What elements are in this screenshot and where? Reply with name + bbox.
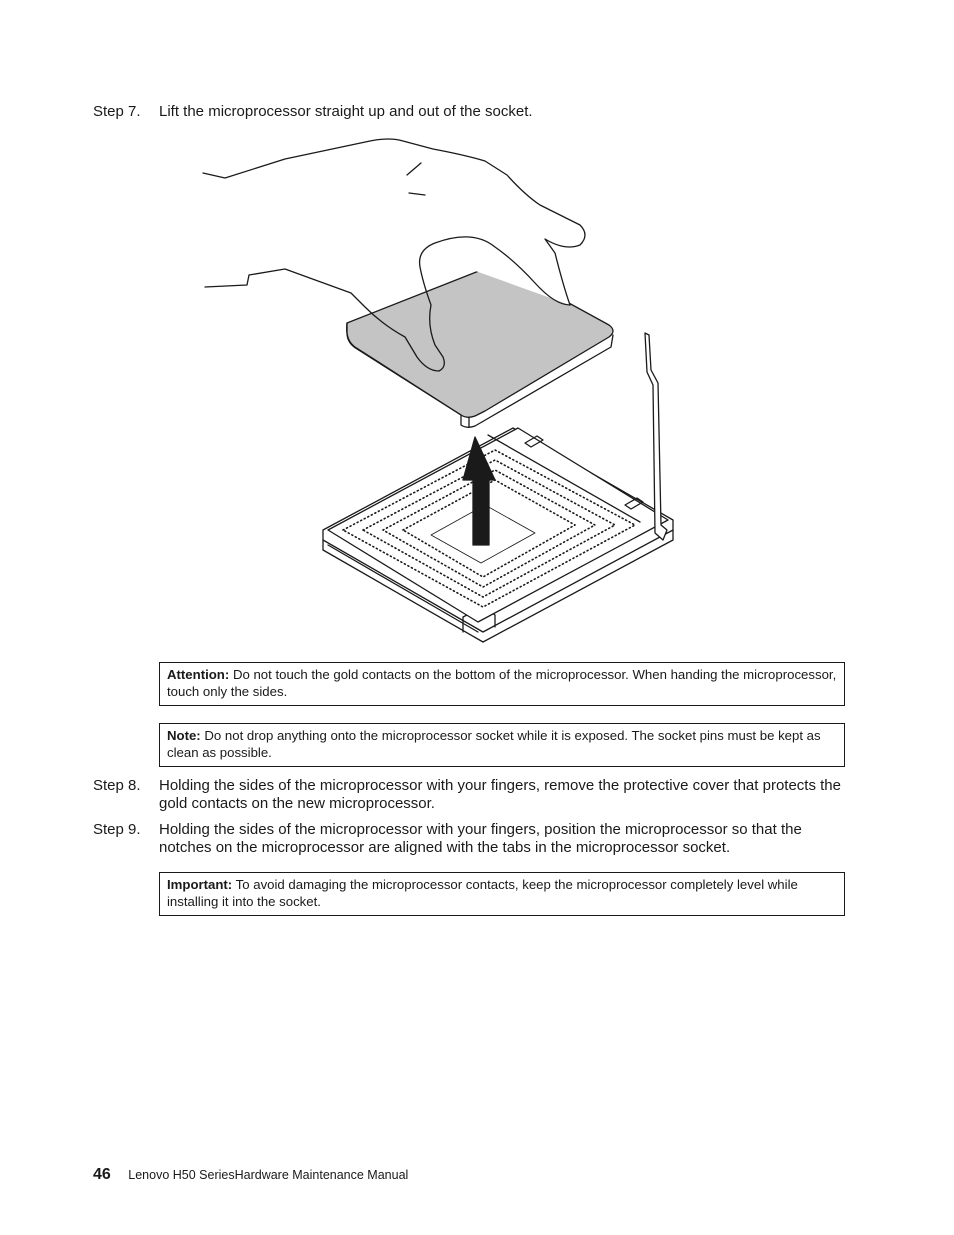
important-label: Important: bbox=[167, 877, 233, 892]
step-text: Holding the sides of the microprocessor with your fingers, position the microprocessor so that the notches on the microprocessor are aligned with the tabs in the microprocessor socket. bbox=[159, 821, 802, 856]
step-label: Step 8. bbox=[93, 777, 141, 794]
note-box bbox=[159, 723, 845, 767]
cpu-removal-illustration bbox=[195, 135, 695, 655]
page-footer bbox=[93, 1166, 408, 1184]
hand bbox=[203, 139, 585, 305]
step-label: Step 7. bbox=[93, 103, 141, 120]
step-label: Step 9. bbox=[93, 821, 141, 838]
attention-label: Attention: bbox=[167, 667, 230, 682]
step-text: Holding the sides of the microprocessor with your fingers, remove the protective cover that protects the gold contacts on the new microprocessor. bbox=[159, 777, 841, 812]
important-text: To avoid damaging the microprocessor contacts, keep the microprocessor completely level while installing it into the socket. bbox=[167, 877, 798, 909]
important-box bbox=[159, 872, 845, 916]
attention-box bbox=[159, 662, 845, 706]
step-text: Lift the microprocessor straight up and out of the socket. bbox=[159, 103, 533, 120]
page-number: 46 bbox=[93, 1166, 111, 1183]
attention-text: Do not touch the gold contacts on the bottom of the microprocessor. When handing the microprocessor, touch only the sides. bbox=[167, 667, 837, 699]
note-text: Do not drop anything onto the microprocessor socket while it is exposed. The socket pins must be kept as clean as possible. bbox=[167, 728, 821, 760]
manual-title: Lenovo H50 SeriesHardware Maintenance Manual bbox=[128, 1168, 409, 1182]
microprocessor bbox=[347, 265, 613, 417]
note-label: Note: bbox=[167, 728, 201, 743]
